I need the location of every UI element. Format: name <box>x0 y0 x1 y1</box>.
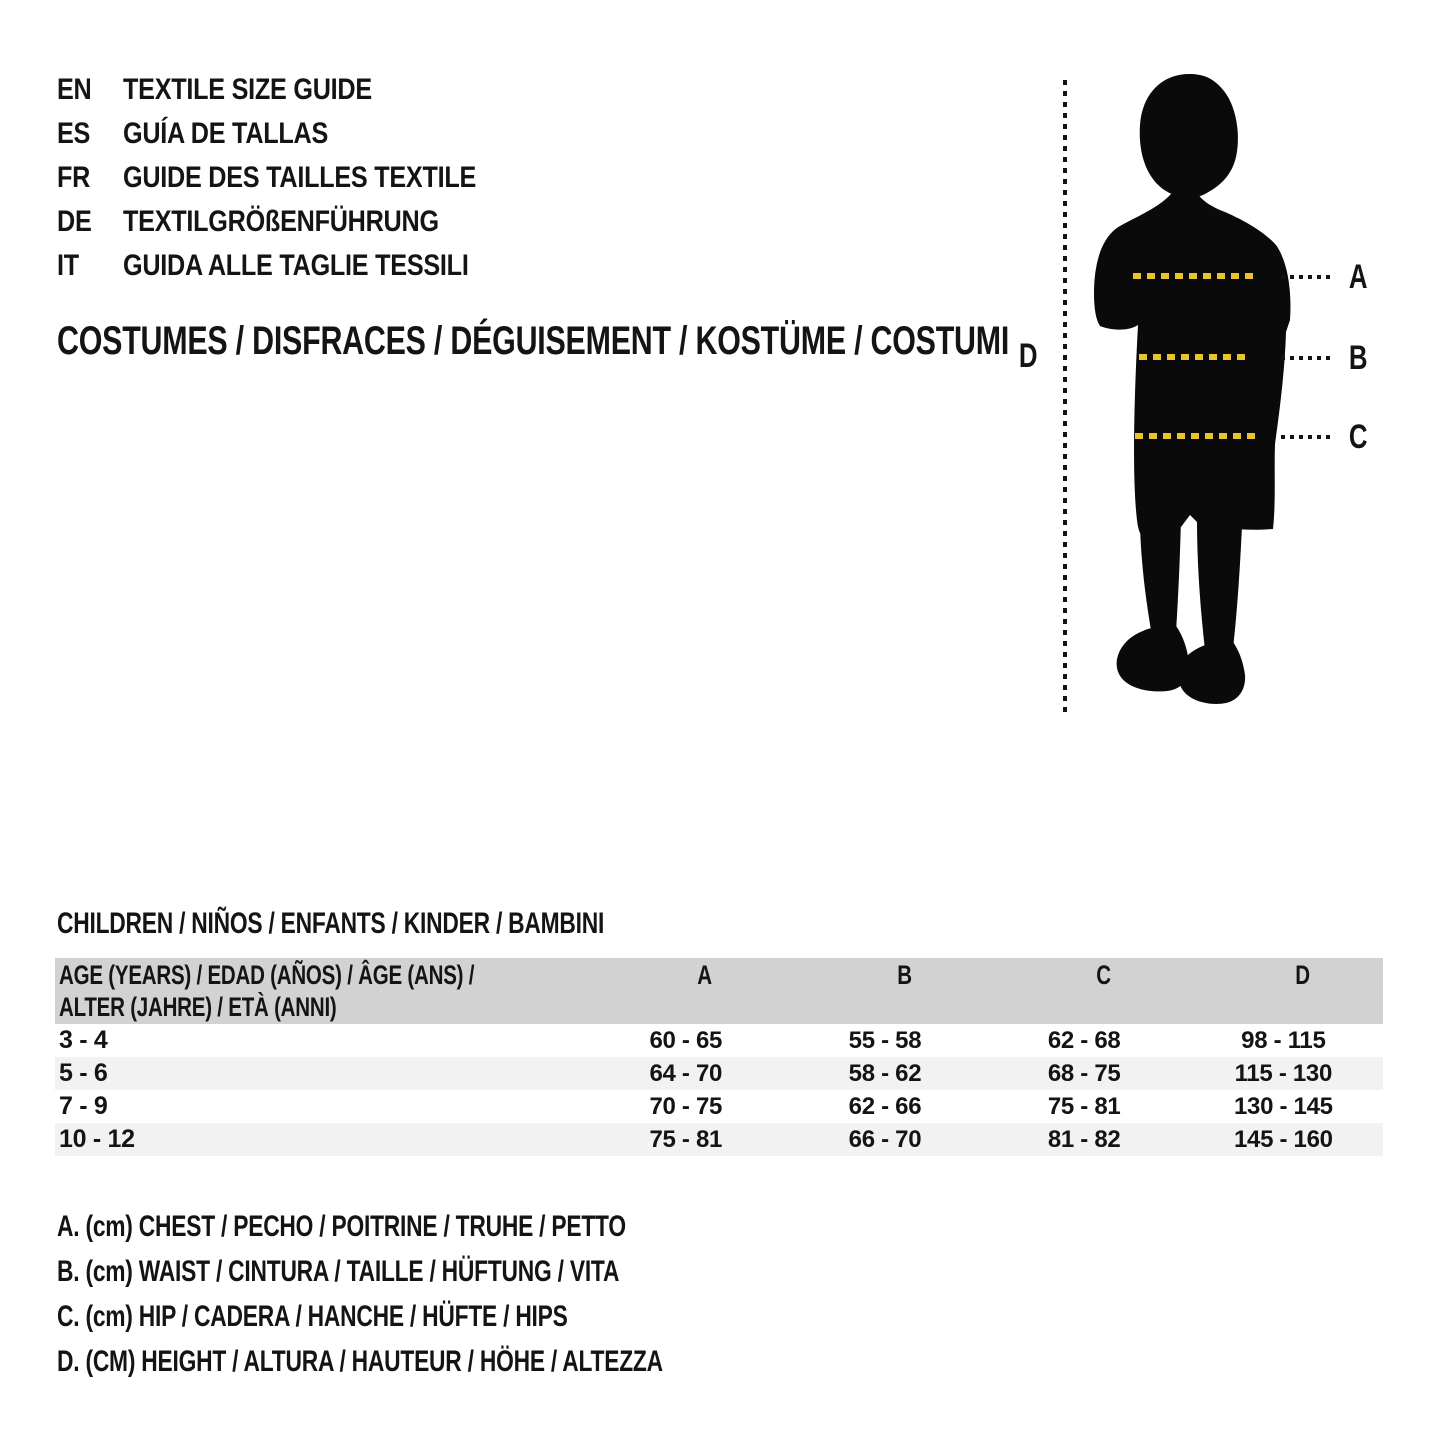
chest-cell: 60 - 65 <box>649 1026 723 1054</box>
silhouette-right-shoe <box>1179 642 1246 704</box>
silhouette-head <box>1140 74 1238 198</box>
legend-line-chest: A. (cm) CHEST / PECHO / POITRINE / TRUHE / PETTO <box>57 1209 626 1243</box>
hip-leader-line <box>1281 435 1331 439</box>
waist-leader-line <box>1281 356 1331 360</box>
age-column-header: AGE (YEARS) / EDAD (AÑOS) / ÂGE (ANS) / ALTER (JAHRE) / ETÀ (ANNI) <box>59 960 475 1022</box>
language-title: TEXTILE SIZE GUIDE <box>123 73 372 106</box>
language-code: EN <box>57 73 92 106</box>
age-cell: 5 - 6 <box>59 1059 108 1087</box>
category-heading-text: COSTUMES / DISFRACES / DÉGUISEMENT / KOSTÜME / COSTUMI <box>57 319 1010 363</box>
language-title: GUIDA ALLE TAGLIE TESSILI <box>123 249 469 282</box>
section-heading-text: CHILDREN / NIÑOS / ENFANTS / KINDER / BAMBINI <box>57 907 605 940</box>
waist-cell: 62 - 66 <box>848 1092 922 1120</box>
silhouette-right-leg <box>1197 520 1242 650</box>
chest-cell: 70 - 75 <box>649 1092 723 1120</box>
waist-cell: 66 - 70 <box>848 1125 922 1153</box>
size-table-row <box>55 1024 1383 1057</box>
language-title: TEXTILGRÖßENFÜHRUNG <box>123 205 439 238</box>
chest-dashed-line <box>1133 273 1254 279</box>
height-cell: 115 - 130 <box>1234 1059 1333 1087</box>
column-header-b: B <box>896 960 912 990</box>
section-heading <box>57 906 777 942</box>
waist-cell: 58 - 62 <box>848 1059 922 1087</box>
chest-leader-line <box>1281 275 1331 279</box>
age-cell: 7 - 9 <box>59 1092 108 1120</box>
language-title: GUIDE DES TAILLES TEXTILE <box>123 161 477 194</box>
legend-line-hip: C. (cm) HIP / CADERA / HANCHE / HÜFTE / HIPS <box>57 1299 568 1333</box>
chest-cell: 64 - 70 <box>649 1059 723 1087</box>
language-row-en <box>57 68 543 112</box>
age-cell: 10 - 12 <box>59 1125 135 1153</box>
age-cell: 3 - 4 <box>59 1026 108 1054</box>
legend-line-height: D. (CM) HEIGHT / ALTURA / HAUTEUR / HÖHE / ALTEZZA <box>57 1344 663 1378</box>
language-row-es <box>57 112 543 156</box>
hip-cell: 75 - 81 <box>1047 1092 1121 1120</box>
measurement-legend <box>57 1204 854 1384</box>
language-row-de <box>57 200 543 244</box>
height-cell: 130 - 145 <box>1233 1092 1333 1120</box>
child-silhouette <box>1085 68 1297 718</box>
size-table-row <box>55 1123 1383 1156</box>
column-header-d: D <box>1295 960 1310 990</box>
silhouette-left-shoe <box>1117 626 1189 692</box>
legend-line-waist: B. (cm) WAIST / CINTURA / TAILLE / HÜFTUNG / VITA <box>57 1254 620 1288</box>
language-row-fr <box>57 156 543 200</box>
column-header-a: A <box>697 960 713 990</box>
language-title: GUÍA DE TALLAS <box>123 117 329 150</box>
size-table-row <box>55 1090 1383 1123</box>
waist-label: B <box>1348 339 1368 377</box>
hip-dashed-line <box>1135 433 1256 439</box>
height-cell: 145 - 160 <box>1233 1125 1333 1153</box>
height-dotted-line <box>1063 80 1067 715</box>
silhouette-left-leg <box>1140 518 1181 636</box>
size-table-row <box>55 1057 1383 1090</box>
size-table <box>55 958 1383 1156</box>
chest-cell: 75 - 81 <box>649 1125 723 1153</box>
hip-label: C <box>1348 418 1368 456</box>
waist-dashed-line <box>1139 354 1251 360</box>
language-code: IT <box>57 249 79 282</box>
silhouette-body <box>1094 186 1290 540</box>
height-label: D <box>1018 337 1038 375</box>
language-row-it <box>57 244 543 288</box>
language-code: DE <box>57 205 92 238</box>
hip-cell: 62 - 68 <box>1047 1026 1121 1054</box>
hip-cell: 68 - 75 <box>1047 1059 1121 1087</box>
column-header-c: C <box>1095 960 1111 990</box>
chest-label: A <box>1348 258 1368 296</box>
language-title-list <box>57 68 543 288</box>
waist-cell: 55 - 58 <box>848 1026 922 1054</box>
hip-cell: 81 - 82 <box>1047 1125 1121 1153</box>
size-table-header <box>55 958 1383 1024</box>
height-cell: 98 - 115 <box>1241 1026 1326 1054</box>
language-code: FR <box>57 161 91 194</box>
language-code: ES <box>57 117 91 150</box>
